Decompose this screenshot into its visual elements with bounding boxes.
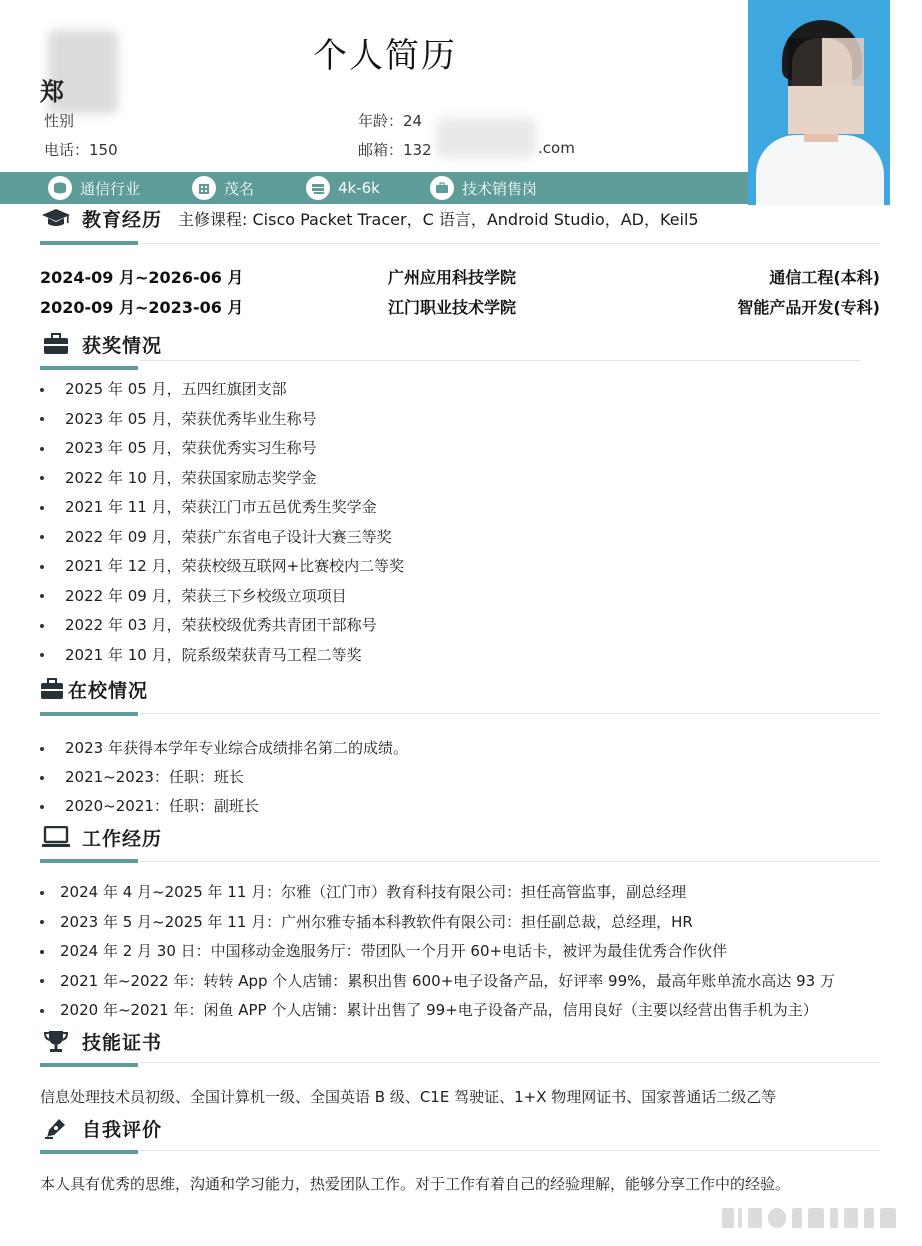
tag-city (192, 172, 254, 204)
phone-label: 电话： (44, 141, 90, 159)
watermark (722, 1204, 912, 1232)
edu-school: 江门职业技术学院 (388, 298, 517, 317)
awards-heading (40, 329, 162, 359)
profile-photo (748, 0, 890, 205)
briefcase-icon (40, 677, 64, 701)
list-item: 2021 年 10 月，院系级荣获青马工程二等奖 (40, 644, 362, 665)
list-item: 2023 年 05 月，荣获优秀实习生称号 (40, 437, 317, 458)
skills-text: 信息处理技术员初级、全国计算机一级、全国英语 B 级、C1E 驾驶证、1+X 物理网证书、国家普通话二级乙等 (40, 1088, 777, 1106)
list-item: 2023 年 5 月~2025 年 11 月：广州尔雅专插本科教软件有限公司：担任副总裁，总经理，HR (40, 911, 693, 932)
edu-major: 智能产品开发(专科) (737, 298, 880, 317)
email-suffix: .com (538, 139, 575, 157)
section-underline (40, 712, 138, 716)
tag-job (430, 172, 537, 204)
graduation-cap-icon (40, 206, 72, 230)
age-row (358, 110, 422, 131)
age-label: 年龄： (358, 112, 404, 130)
list-item: 2022 年 09 月，荣获广东省电子设计大赛三等奖 (40, 526, 392, 547)
list-item: 2021 年 11 月，荣获江门市五邑优秀生奖学金 (40, 496, 377, 517)
phone-value: 150 (89, 141, 118, 159)
main-courses: 主修课程: Cisco Packet Tracer，C 语言，Android Studio，AD，Keil5 (178, 209, 699, 229)
list-item: 2022 年 03 月，荣获校级优秀共青团干部称号 (40, 614, 377, 635)
education-heading (40, 203, 699, 233)
pen-icon (40, 1116, 72, 1140)
list-item: 2023 年获得本学年专业综合成绩排名第二的成绩。 (40, 737, 408, 758)
campus-title: 在校情况 (68, 679, 149, 702)
skills-title: 技能证书 (82, 1031, 163, 1054)
tag-bar (0, 172, 748, 204)
list-item: 2022 年 09 月，荣获三下乡校级立项项目 (40, 585, 347, 606)
section-rule (140, 1062, 880, 1063)
salary-icon (306, 176, 330, 200)
gender-label: 性别 (44, 112, 75, 130)
section-underline (40, 859, 138, 863)
trophy-icon (40, 1029, 72, 1053)
tag-label: 通信行业 (80, 179, 141, 198)
section-underline (40, 1150, 138, 1154)
industry-icon (48, 176, 72, 200)
briefcase-icon (40, 332, 72, 356)
campus-heading (40, 674, 148, 704)
skills-heading (40, 1026, 162, 1056)
section-underline (40, 1063, 138, 1067)
section-rule (140, 1150, 880, 1151)
list-item: 2025 年 05 月，五四红旗团支部 (40, 378, 287, 399)
self-eval-text: 本人具有优秀的思维，沟通和学习能力，热爱团队工作。对于工作有着自己的经验理解，能够分享工作中的经验。 (40, 1175, 791, 1193)
awards-title: 获奖情况 (82, 334, 163, 357)
section-underline (40, 241, 138, 245)
list-item: 2024 年 2 月 30 日：中国移动金逸服务厅：带团队一个月开 60+电话卡，被评为最佳优秀合作伙伴 (40, 940, 727, 961)
section-underline (40, 366, 138, 370)
list-item: 2021 年 12 月，荣获校级互联网+比赛校内二等奖 (40, 555, 404, 576)
tag-label: 茂名 (224, 179, 255, 198)
tag-label: 技术销售岗 (462, 179, 538, 198)
list-item: 2020~2021：任职：副班长 (40, 795, 259, 816)
list-item: 2024 年 4 月~2025 年 11 月：尔雅（江门市）教育科技有限公司：担任高管监事，副总经理 (40, 881, 686, 902)
city-icon (192, 176, 216, 200)
tag-industry (48, 172, 140, 204)
list-item: 2021 年~2022 年：转转 App 个人店铺：累积出售 600+电子设备产品，好评率 99%，最高年账单流水高达 93 万 (40, 970, 835, 991)
section-rule (140, 243, 880, 244)
job-icon (430, 176, 454, 200)
page-title: 个人简历 (313, 36, 457, 76)
email-prefix: 132 (403, 141, 432, 159)
work-list (40, 881, 900, 1021)
self-eval-heading (40, 1113, 162, 1143)
email-label: 邮箱： (358, 141, 404, 159)
resume-name: 郑 (40, 78, 64, 106)
edu-major: 通信工程(本科) (769, 268, 880, 287)
list-item: 2023 年 05 月，荣获优秀毕业生称号 (40, 408, 317, 429)
email-row (358, 139, 432, 160)
edu-school: 广州应用科技学院 (388, 268, 517, 287)
edu-period: 2024-09 月~2026-06 月 (40, 268, 244, 287)
age-value: 24 (403, 112, 423, 130)
laptop-icon (40, 825, 72, 849)
list-item: 2021~2023：任职：班长 (40, 766, 244, 787)
section-rule (140, 360, 860, 361)
awards-list (40, 378, 840, 668)
campus-list (40, 737, 840, 817)
section-rule (140, 713, 880, 714)
list-item: 2020 年~2021 年：闲鱼 APP 个人店铺：累计出售了 99+电子设备产品，信用良好（主要以经营出售手机为主） (40, 999, 818, 1020)
education-title: 教育经历 (82, 208, 163, 231)
work-heading (40, 822, 162, 852)
work-title: 工作经历 (82, 827, 163, 850)
self-eval-title: 自我评价 (82, 1118, 163, 1141)
phone-row (44, 139, 118, 160)
email-blur (436, 118, 536, 158)
tag-label: 4k-6k (338, 179, 380, 197)
list-item: 2022 年 10 月，荣获国家励志奖学金 (40, 467, 317, 488)
section-rule (140, 861, 880, 862)
tag-salary (306, 172, 380, 204)
edu-period: 2020-09 月~2023-06 月 (40, 298, 244, 317)
